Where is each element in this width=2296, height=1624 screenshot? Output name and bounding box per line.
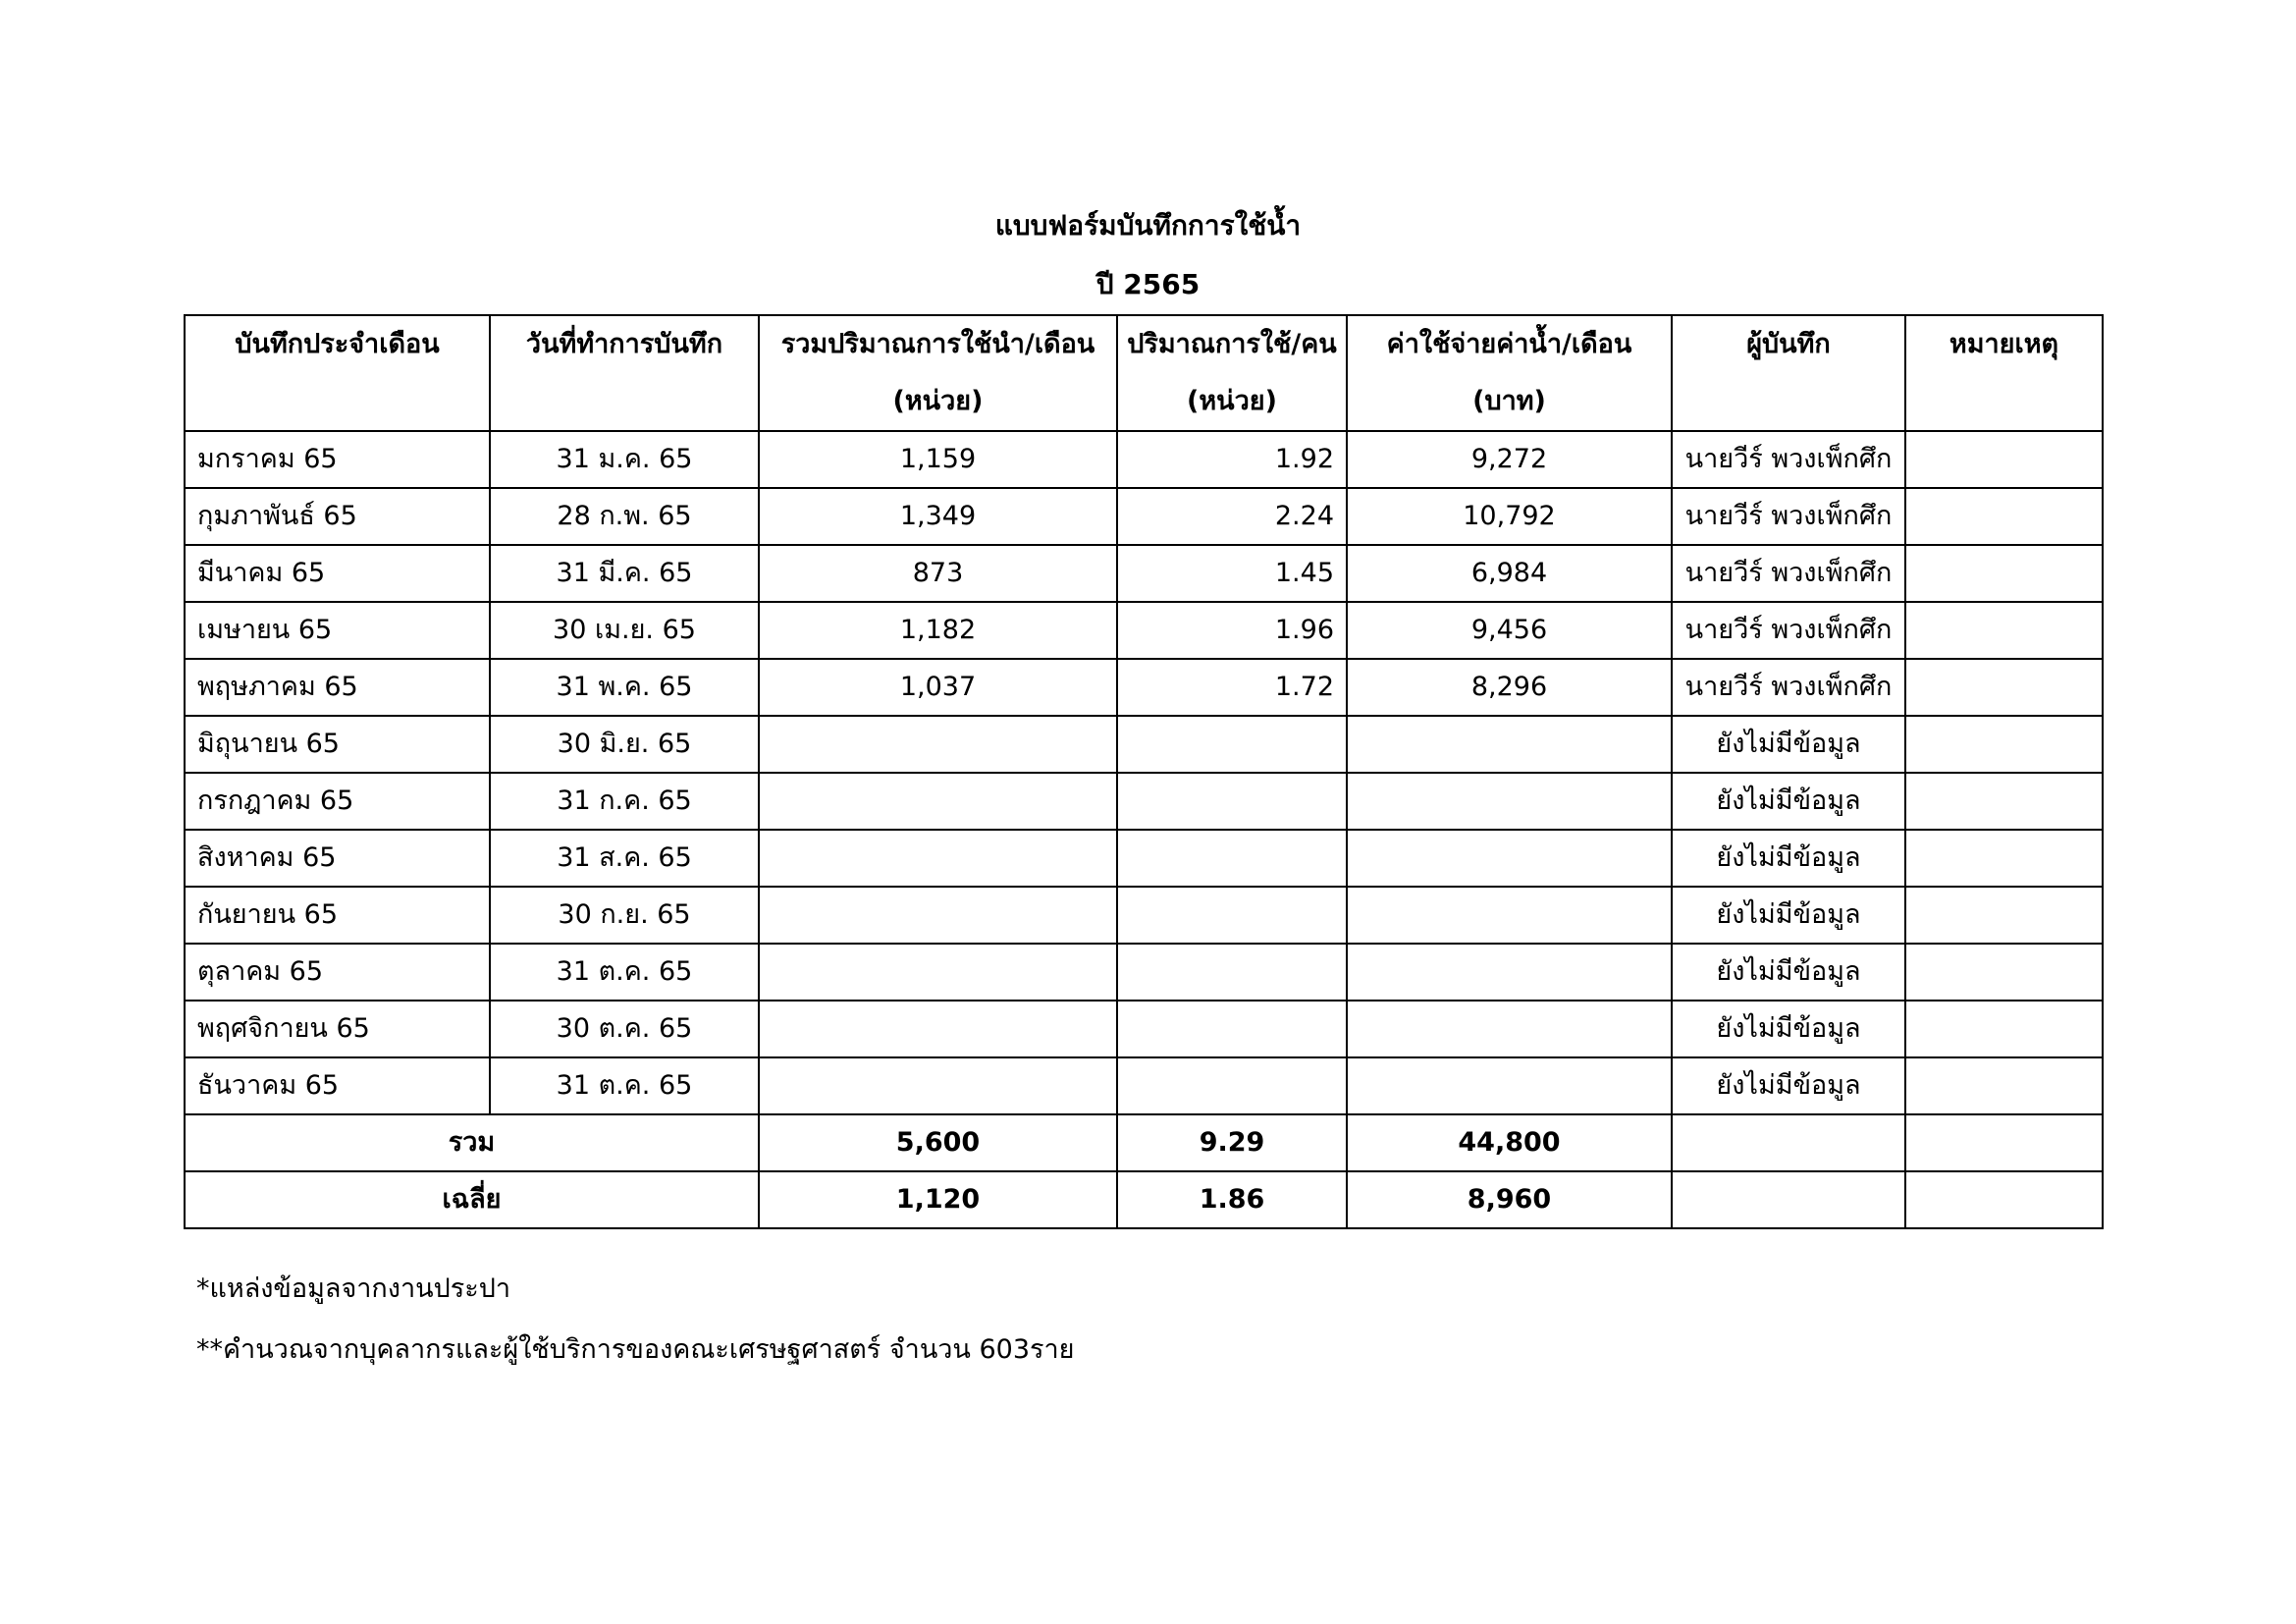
- note-cell: [1905, 1057, 2103, 1114]
- note-cell: [1905, 887, 2103, 944]
- empty-cell: [1672, 1171, 1905, 1228]
- summary-per-person: 1.86: [1117, 1171, 1347, 1228]
- summary-cost: 8,960: [1347, 1171, 1672, 1228]
- per-person-cell: [1117, 716, 1347, 773]
- cost-cell: [1347, 1057, 1672, 1114]
- recorder-cell: นายวีร์ พวงเพ็กศึก: [1672, 431, 1905, 488]
- average-row: [185, 1171, 2103, 1228]
- cost-cell: [1347, 830, 1672, 887]
- date-cell: 31 ต.ค. 65: [490, 944, 759, 1001]
- header-row: [185, 315, 2103, 431]
- date-cell: 30 ต.ค. 65: [490, 1001, 759, 1057]
- month-cell: พฤษภาคม 65: [185, 659, 490, 716]
- month-cell: ตุลาคม 65: [185, 944, 490, 1001]
- month-cell: มีนาคม 65: [185, 545, 490, 602]
- total-usage-cell: [759, 830, 1117, 887]
- summary-label: รวม: [185, 1114, 759, 1171]
- sum-row: [185, 1114, 2103, 1171]
- summary-cost: 44,800: [1347, 1114, 1672, 1171]
- total-usage-cell: [759, 1057, 1117, 1114]
- total-usage-cell: [759, 716, 1117, 773]
- table-row: [185, 1057, 2103, 1114]
- recorder-cell: ยังไม่มีข้อมูล: [1672, 830, 1905, 887]
- table-row: [185, 602, 2103, 659]
- month-cell: เมษายน 65: [185, 602, 490, 659]
- table-body: [185, 431, 2103, 1228]
- column-header: รวมปริมาณการใช้นำ/เดือน (หน่วย): [759, 315, 1117, 431]
- per-person-cell: 1.72: [1117, 659, 1347, 716]
- per-person-cell: 2.24: [1117, 488, 1347, 545]
- cost-cell: [1347, 1001, 1672, 1057]
- recorder-cell: ยังไม่มีข้อมูล: [1672, 716, 1905, 773]
- total-usage-cell: 1,182: [759, 602, 1117, 659]
- month-cell: มกราคม 65: [185, 431, 490, 488]
- column-header: ค่าใช้จ่ายค่าน้ำ/เดือน (บาท): [1347, 315, 1672, 431]
- date-cell: 31 มี.ค. 65: [490, 545, 759, 602]
- table-row: [185, 944, 2103, 1001]
- recorder-cell: ยังไม่มีข้อมูล: [1672, 887, 1905, 944]
- total-usage-cell: 1,159: [759, 431, 1117, 488]
- total-usage-cell: [759, 944, 1117, 1001]
- recorder-cell: นายวีร์ พวงเพ็กศึก: [1672, 545, 1905, 602]
- note-cell: [1905, 773, 2103, 830]
- table-row: [185, 431, 2103, 488]
- table-row: [185, 659, 2103, 716]
- date-cell: 31 ก.ค. 65: [490, 773, 759, 830]
- cost-cell: [1347, 716, 1672, 773]
- cost-cell: 8,296: [1347, 659, 1672, 716]
- note-cell: [1905, 716, 2103, 773]
- date-cell: 30 มิ.ย. 65: [490, 716, 759, 773]
- total-usage-cell: 1,349: [759, 488, 1117, 545]
- per-person-cell: 1.45: [1117, 545, 1347, 602]
- cost-cell: 6,984: [1347, 545, 1672, 602]
- empty-cell: [1905, 1171, 2103, 1228]
- date-cell: 31 พ.ค. 65: [490, 659, 759, 716]
- column-header: ผู้บันทึก: [1672, 315, 1905, 431]
- per-person-cell: [1117, 1001, 1347, 1057]
- cost-cell: 9,456: [1347, 602, 1672, 659]
- note-cell: [1905, 1001, 2103, 1057]
- month-cell: ธันวาคม 65: [185, 1057, 490, 1114]
- note-cell: [1905, 431, 2103, 488]
- column-header: ปริมาณการใช้/คน (หน่วย): [1117, 315, 1347, 431]
- month-cell: กรกฎาคม 65: [185, 773, 490, 830]
- note-cell: [1905, 545, 2103, 602]
- table-row: [185, 545, 2103, 602]
- column-header: วันที่ทำการบันทึก: [490, 315, 759, 431]
- recorder-cell: ยังไม่มีข้อมูล: [1672, 944, 1905, 1001]
- per-person-cell: [1117, 830, 1347, 887]
- cost-cell: 10,792: [1347, 488, 1672, 545]
- table-header: [185, 315, 2103, 431]
- table-row: [185, 887, 2103, 944]
- total-usage-cell: [759, 1001, 1117, 1057]
- total-usage-cell: [759, 773, 1117, 830]
- recorder-cell: นายวีร์ พวงเพ็กศึก: [1672, 488, 1905, 545]
- form-title: แบบฟอร์มบันทึกการใช้น้ำ: [994, 209, 1302, 242]
- recorder-cell: ยังไม่มีข้อมูล: [1672, 1057, 1905, 1114]
- empty-cell: [1672, 1114, 1905, 1171]
- per-person-cell: [1117, 773, 1347, 830]
- recorder-cell: ยังไม่มีข้อมูล: [1672, 773, 1905, 830]
- date-cell: 30 เม.ย. 65: [490, 602, 759, 659]
- note-cell: [1905, 830, 2103, 887]
- per-person-cell: 1.92: [1117, 431, 1347, 488]
- recorder-cell: นายวีร์ พวงเพ็กศึก: [1672, 659, 1905, 716]
- total-usage-cell: 1,037: [759, 659, 1117, 716]
- month-cell: กันยายน 65: [185, 887, 490, 944]
- month-cell: มิถุนายน 65: [185, 716, 490, 773]
- summary-total-usage: 5,600: [759, 1114, 1117, 1171]
- note-cell: [1905, 602, 2103, 659]
- per-person-cell: [1117, 1057, 1347, 1114]
- empty-cell: [1905, 1114, 2103, 1171]
- date-cell: 31 ต.ค. 65: [490, 1057, 759, 1114]
- note-cell: [1905, 944, 2103, 1001]
- cost-cell: [1347, 887, 1672, 944]
- table-row: [185, 716, 2103, 773]
- cost-cell: 9,272: [1347, 431, 1672, 488]
- per-person-cell: [1117, 944, 1347, 1001]
- recorder-cell: ยังไม่มีข้อมูล: [1672, 1001, 1905, 1057]
- month-cell: กุมภาพันธ์ 65: [185, 488, 490, 545]
- summary-total-usage: 1,120: [759, 1171, 1117, 1228]
- cost-cell: [1347, 773, 1672, 830]
- total-usage-cell: [759, 887, 1117, 944]
- footnote-calculation: **คำนวณจากบุคลากรและผู้ใช้บริการของคณะเศรษฐศาสตร์ จำนวน 603ราย: [196, 1334, 1075, 1365]
- column-header: บันทึกประจำเดือน: [185, 315, 490, 431]
- note-cell: [1905, 488, 2103, 545]
- per-person-cell: 1.96: [1117, 602, 1347, 659]
- date-cell: 30 ก.ย. 65: [490, 887, 759, 944]
- total-usage-cell: 873: [759, 545, 1117, 602]
- recorder-cell: นายวีร์ พวงเพ็กศึก: [1672, 602, 1905, 659]
- month-cell: สิงหาคม 65: [185, 830, 490, 887]
- date-cell: 31 ม.ค. 65: [490, 431, 759, 488]
- per-person-cell: [1117, 887, 1347, 944]
- column-header: หมายเหตุ: [1905, 315, 2103, 431]
- summary-label: เฉลี่ย: [185, 1171, 759, 1228]
- water-usage-table: [184, 314, 2104, 1229]
- date-cell: 31 ส.ค. 65: [490, 830, 759, 887]
- summary-per-person: 9.29: [1117, 1114, 1347, 1171]
- note-cell: [1905, 659, 2103, 716]
- cost-cell: [1347, 944, 1672, 1001]
- month-cell: พฤศจิกายน 65: [185, 1001, 490, 1057]
- table-row: [185, 488, 2103, 545]
- table-row: [185, 830, 2103, 887]
- footnote-source: *แหล่งข้อมูลจากงานประปา: [196, 1273, 511, 1304]
- table-row: [185, 1001, 2103, 1057]
- date-cell: 28 ก.พ. 65: [490, 488, 759, 545]
- table-row: [185, 773, 2103, 830]
- form-year: ปี 2565: [1095, 268, 1201, 300]
